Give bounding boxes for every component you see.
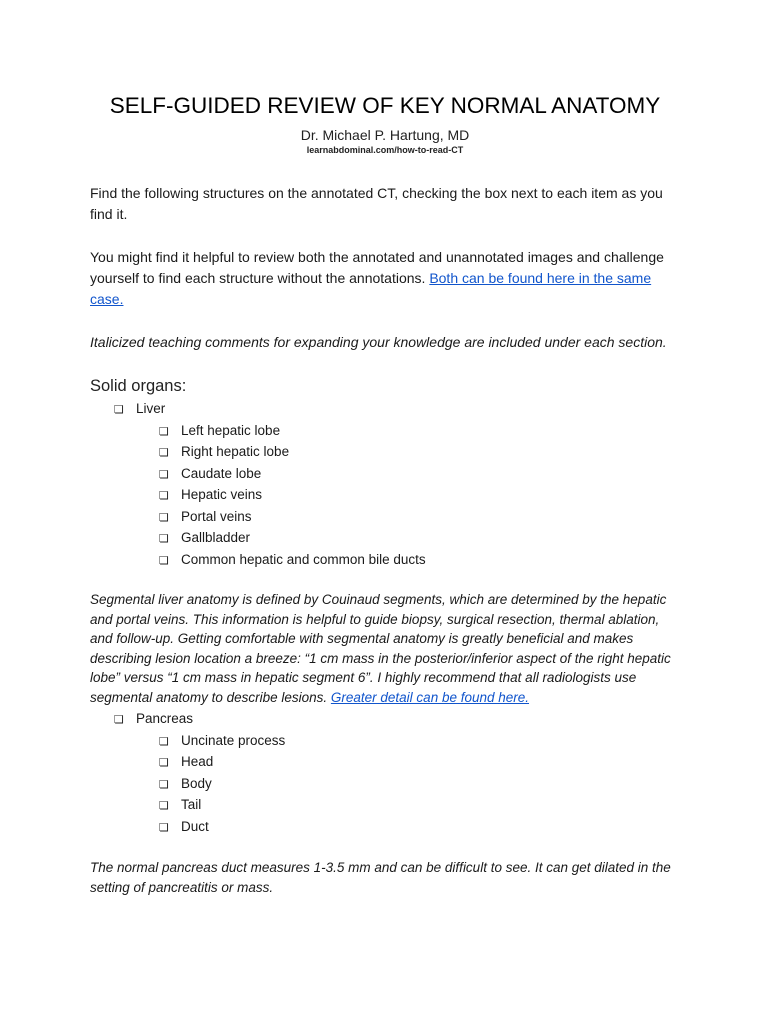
check-item-label: Caudate lobe bbox=[181, 465, 262, 481]
page-title: SELF-GUIDED REVIEW OF KEY NORMAL ANATOMY bbox=[109, 93, 661, 118]
checkbox-icon[interactable]: ❏ bbox=[159, 554, 169, 567]
check-item-left-hepatic-lobe[interactable] bbox=[90, 421, 680, 443]
check-item-label: Head bbox=[181, 754, 214, 769]
liver-checklist bbox=[90, 399, 680, 571]
check-item-label: Liver bbox=[136, 401, 166, 416]
check-item-label: Body bbox=[181, 775, 212, 791]
intro-paragraph-2-text: You might find it helpful to review both the annotated and unannotated images and challenge yourself to find each structure without the annotations. bbox=[90, 249, 664, 286]
check-item-label: Hepatic veins bbox=[181, 487, 263, 502]
check-item-label: Duct bbox=[181, 818, 209, 834]
check-item-portal-veins[interactable] bbox=[90, 507, 680, 529]
checkbox-icon[interactable]: ❏ bbox=[159, 511, 169, 524]
check-item-label: Tail bbox=[181, 797, 202, 812]
intro-paragraph-2 bbox=[90, 247, 680, 310]
check-item-caudate-lobe[interactable] bbox=[90, 464, 680, 486]
check-item-tail[interactable] bbox=[90, 795, 680, 817]
source-url: learnabdominal.com/how-to-read-CT bbox=[306, 145, 464, 155]
check-item-bile-ducts[interactable] bbox=[90, 550, 680, 572]
checkbox-icon[interactable]: ❏ bbox=[159, 757, 169, 769]
checkbox-icon[interactable]: ❏ bbox=[159, 490, 169, 502]
intro-paragraph-3: Italicized teaching comments for expanding your knowledge are included under each section. bbox=[90, 334, 667, 350]
checkbox-icon[interactable]: ❏ bbox=[114, 404, 124, 416]
author-line: Dr. Michael P. Hartung, MD bbox=[300, 127, 470, 143]
checkbox-icon[interactable]: ❏ bbox=[159, 735, 169, 748]
document-page bbox=[90, 92, 680, 897]
check-item-body[interactable] bbox=[90, 774, 680, 796]
check-item-liver[interactable] bbox=[90, 399, 680, 421]
checkbox-icon[interactable]: ❏ bbox=[114, 714, 124, 726]
check-item-duct[interactable] bbox=[90, 817, 680, 839]
check-item-label: Common hepatic and common bile ducts bbox=[181, 551, 426, 567]
pancreas-teaching-note: The normal pancreas duct measures 1-3.5 mm and can be difficult to see. It can get dilated in the setting of pancreatitis or mass. bbox=[90, 860, 671, 895]
section-heading-solid-organs: Solid organs: bbox=[90, 377, 187, 395]
case-link[interactable]: Both can be found here in the same case. bbox=[90, 270, 652, 307]
check-item-label: Portal veins bbox=[181, 508, 252, 524]
check-item-label: Pancreas bbox=[136, 711, 194, 726]
checkbox-icon[interactable]: ❏ bbox=[159, 447, 169, 459]
check-item-hepatic-veins[interactable] bbox=[90, 485, 680, 507]
checkbox-icon[interactable]: ❏ bbox=[159, 533, 169, 545]
check-item-pancreas[interactable] bbox=[90, 709, 680, 731]
checkbox-icon[interactable]: ❏ bbox=[159, 425, 169, 438]
check-item-uncinate-process[interactable] bbox=[90, 731, 680, 753]
checkbox-icon[interactable]: ❏ bbox=[159, 821, 169, 834]
segment-detail-link[interactable]: Greater detail can be found here. bbox=[330, 689, 530, 705]
check-item-gallbladder[interactable] bbox=[90, 528, 680, 550]
check-item-label: Uncinate process bbox=[181, 732, 286, 748]
check-item-label: Left hepatic lobe bbox=[181, 422, 281, 438]
check-item-label: Gallbladder bbox=[181, 530, 251, 545]
check-item-head[interactable] bbox=[90, 752, 680, 774]
liver-note-text: Segmental liver anatomy is defined by Couinaud segments, which are determined by the hepatic and portal veins. This information is helpful to guide biopsy, surgical resection, thermal ablation, and follow-up. Getting comfortable with segmental anatomy is greatly beneficial and makes describing lesion location a breeze: “1 cm mass in the posterior/inferior aspect of the right hepatic lobe” versus “1 cm mass in hepatic segment 6”. I highly recommend that all radiologists use segmental anatomy to describe lesions. bbox=[90, 592, 671, 705]
checkbox-icon[interactable]: ❏ bbox=[159, 468, 169, 481]
pancreas-checklist bbox=[90, 709, 680, 838]
checkbox-icon[interactable]: ❏ bbox=[159, 800, 169, 812]
check-item-right-hepatic-lobe[interactable] bbox=[90, 442, 680, 464]
liver-teaching-note bbox=[90, 590, 680, 707]
intro-paragraph-1: Find the following structures on the annotated CT, checking the box next to each item as you find it. bbox=[90, 185, 663, 222]
check-item-label: Right hepatic lobe bbox=[181, 444, 290, 459]
checkbox-icon[interactable]: ❏ bbox=[159, 778, 169, 791]
